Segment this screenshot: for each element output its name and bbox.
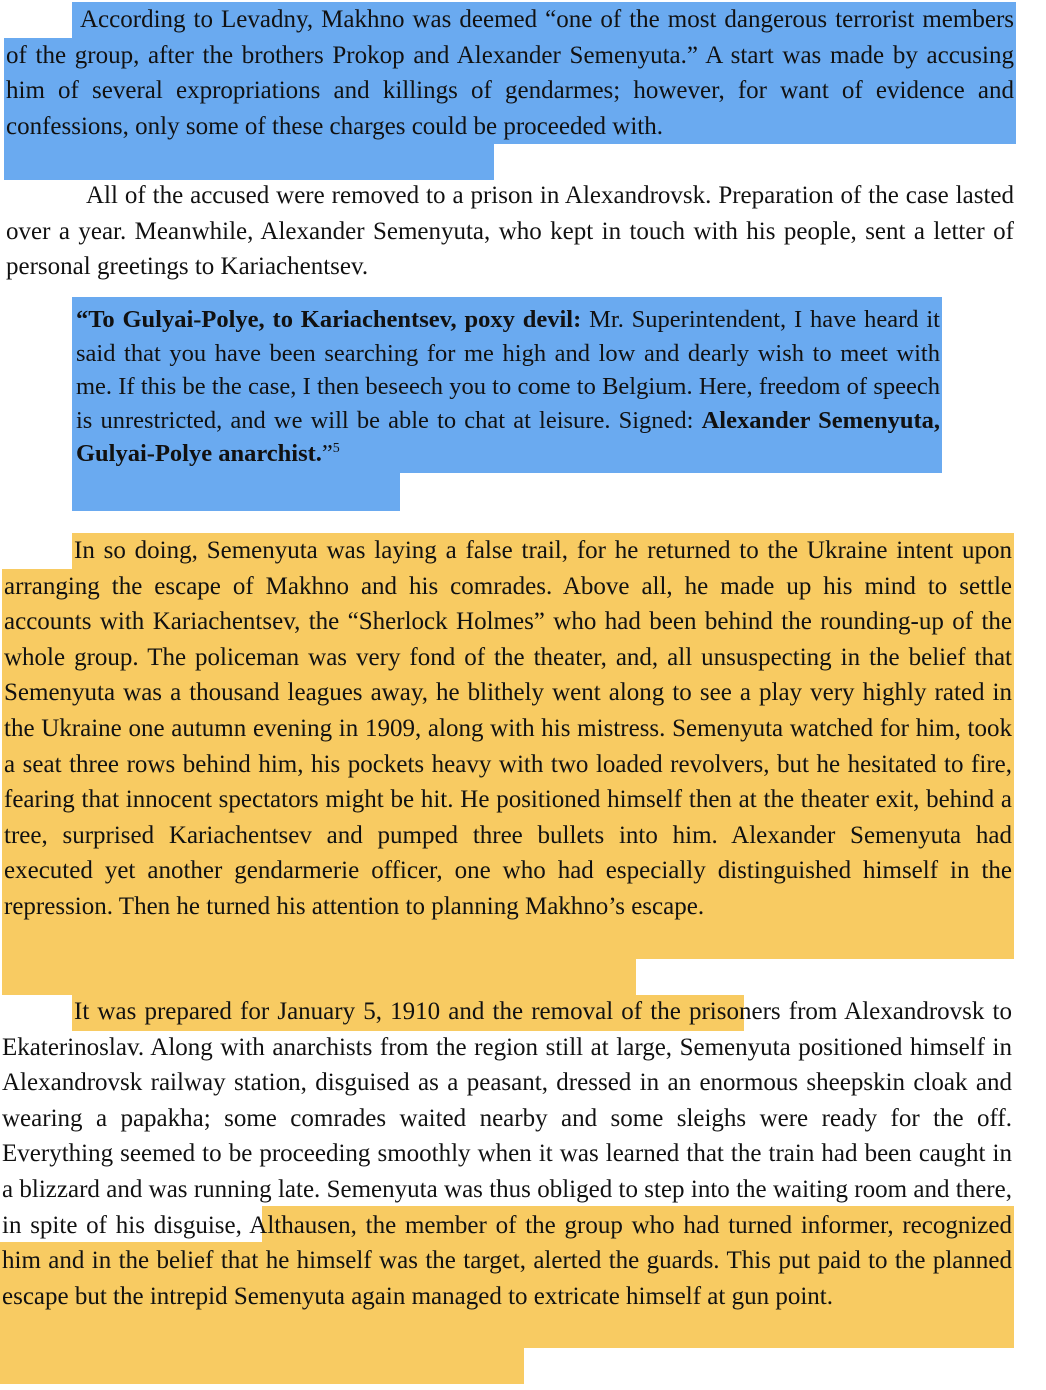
- highlight-block-p3-last: [2, 959, 636, 995]
- highlight-block-p1-last: [4, 144, 494, 180]
- letter-quote: [76, 303, 940, 471]
- paragraph-4: [2, 994, 1012, 1314]
- highlight-block-quote-last: [72, 473, 400, 511]
- paragraph-2-text: All of the accused were removed to a prison in Alexandrovsk. Preparation of the case lasted over a year. Meanwhile, Alexander Semenyuta, who kept in touch with his people, sent a letter of personal greetings to Kariachentsev.: [6, 182, 1014, 281]
- paragraph-3: [4, 533, 1012, 925]
- paragraph-1-text: According to Levadny, Makhno was deemed “one of the most dangerous terrorist members of the group, after the brothers Prokop and Alexander Semenyuta.” A start was made by accusing him of several expropriations and killings of gendarmes; however, for want of evidence and confessions, only some of these charges could be proceeded with.: [6, 6, 1014, 140]
- quote-body: Mr. Superintendent, I have heard it said that you have been searching for me high and low and dearly wish to meet with me. If this be the case, I then beseech you to come to Belgium. Here, freedom of speech is unrestricted, and we will be able to chat at leisure. Signed:: [76, 306, 940, 434]
- paragraph-4-highlight-start: It was prepared for January 5, 1910 and the removal: [74, 998, 614, 1025]
- quote-salutation: “To Gulyai-Polye, to Kariachentsev, poxy devil:: [76, 306, 582, 333]
- quote-close-mark: ”: [321, 440, 333, 468]
- paragraph-1: [6, 2, 1014, 144]
- paragraph-2: [6, 178, 1014, 285]
- paragraph-4-plain: of the prisoners from Alexandrovsk to Ekaterinoslav. Along with anarchists from the region still at large, Semenyuta positioned himself in Alexandrovsk railway station, disguised as a peasant, dressed in an enormous sheepskin cloak and wearing a papakha; some comrades waited nearby and some sleighs were ready for the off. Everything seemed to be proceeding smoothly when it was learned that the train had been caught in a blizzard and was running late.: [2, 998, 1012, 1203]
- paragraph-3-text: In so doing, Semenyuta was laying a false trail, for he returned to the Ukraine intent upon arranging the escape of Makhno and his comrades. Above all, he made up his mind to settle accounts with Kariachentsev, the “Sherlock Holmes” who had been behind the rounding-up of the whole group. The policeman was very fond of the theater, and, all unsuspecting in the belief that Semenyuta was a thousand leagues away, he blithely went along to see a play very highly rated in the Ukraine one autumn evening in 1909, along with his mistress. Semenyuta watched for him, took a seat three rows behind him, his pockets heavy with two loaded revolvers, but he hesitated to fire, fearing that innocent spectators might be hit. He positioned himself then at the theater exit, behind a tree, surprised Kariachentsev and pumped three bullets into him. Alexander Semenyuta had executed yet another gendarmerie officer, one who had especially distinguished himself in the repression. Then he turned his attention to planning Makhno’s escape.: [4, 537, 1012, 920]
- footnote-marker: 5: [332, 441, 340, 457]
- highlight-block-p4-end-last: [0, 1348, 524, 1384]
- quote-signature: Alexander Semenyuta, Gulyai-Polye anarchist.: [76, 406, 940, 468]
- paragraph-4-highlight-end: Semenyuta was thus obliged to step into the waiting room and there, in spite of his disguise, Althausen, the member of the group who had turned informer, recognized him and in the belief that he himself was the target, alerted the guards. This put paid to the planned escape but the intrepid Semenyuta again managed to extricate himself at gun point.: [2, 1175, 1012, 1310]
